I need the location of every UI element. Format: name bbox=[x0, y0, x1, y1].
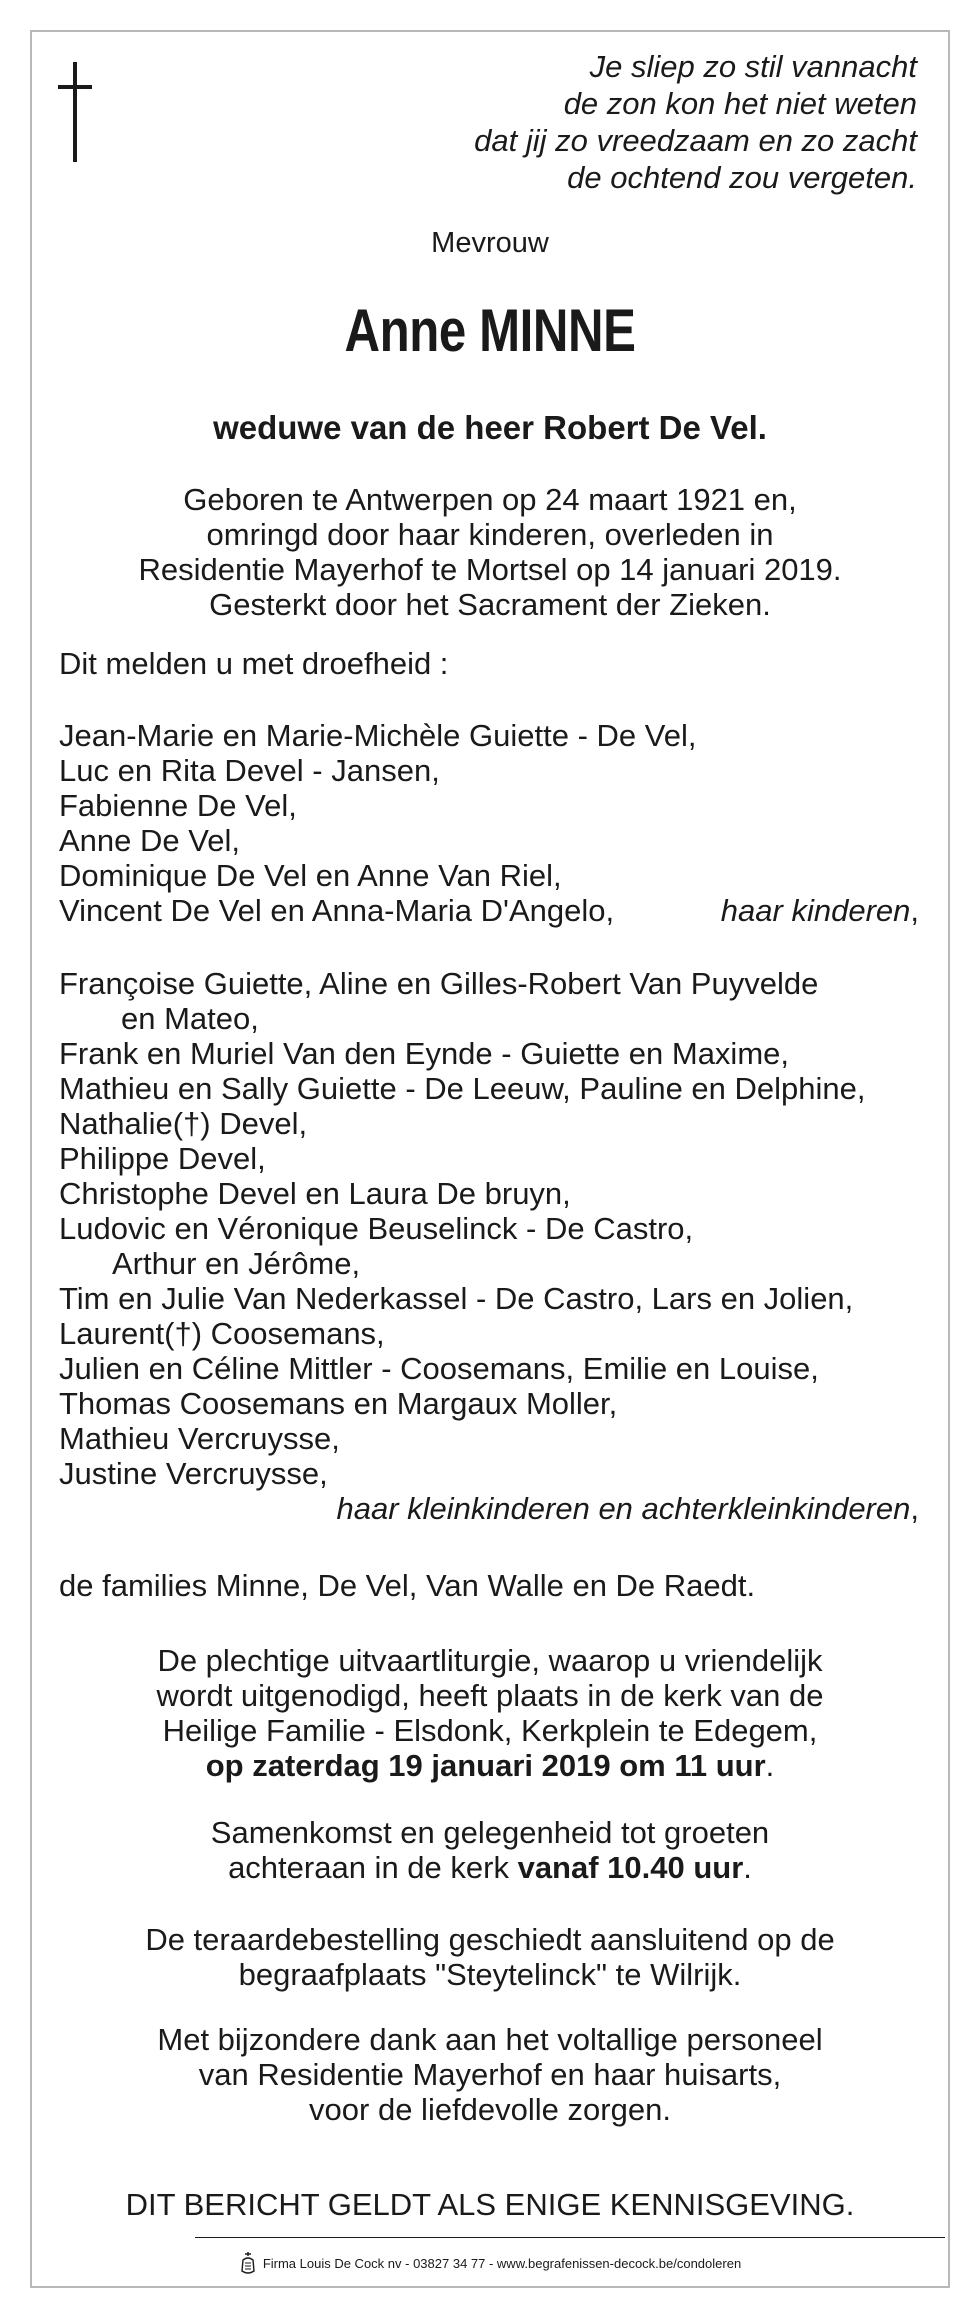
detail-line bbox=[0, 1748, 980, 1783]
detail-line: Geboren te Antwerpen op 24 maart 1921 en, bbox=[183, 482, 797, 517]
detail-line: omringd door haar kinderen, overleden in bbox=[206, 517, 774, 552]
list-item: Fabienne De Vel, bbox=[59, 788, 297, 823]
burial-details bbox=[0, 1922, 980, 1992]
detail-line bbox=[0, 1850, 980, 1885]
list-item: Nathalie(†) Devel, bbox=[59, 1106, 308, 1141]
children-list bbox=[59, 718, 919, 928]
period: . bbox=[743, 1850, 752, 1885]
list-item-text: Vincent De Vel en Anna-Maria D'Angelo, bbox=[59, 893, 615, 928]
widow-of: weduwe van de heer Robert De Vel. bbox=[213, 409, 767, 446]
relation-text: haar kinderen bbox=[720, 893, 911, 928]
ceremony-details bbox=[0, 1643, 980, 1783]
birth-death-details bbox=[0, 482, 980, 622]
detail-line: Residentie Mayerhof te Mortsel op 14 januari 2019. bbox=[138, 552, 842, 587]
footer-text: Firma Louis De Cock nv - 03827 34 77 - www.begrafenissen-decock.be/condoleren bbox=[262, 2256, 742, 2271]
detail-line: Heilige Familie - Elsdonk, Kerkplein te Edegem, bbox=[162, 1713, 818, 1748]
footer bbox=[0, 2251, 980, 2277]
list-item bbox=[59, 893, 919, 928]
grandchildren-list bbox=[59, 966, 919, 1526]
list-item: Anne De Vel, bbox=[59, 823, 240, 858]
poem bbox=[357, 48, 917, 196]
list-item: Françoise Guiette, Aline en Gilles-Robert Van Puyvelde bbox=[59, 966, 819, 1001]
relation-comma: , bbox=[910, 893, 919, 928]
list-item: Frank en Muriel Van den Eynde - Guiette en Maxime, bbox=[59, 1036, 789, 1071]
detail-line: Samenkomst en gelegenheid tot groeten bbox=[210, 1815, 770, 1850]
funeral-home-logo-icon bbox=[239, 2251, 257, 2277]
detail-line: Gesterkt door het Sacrament der Zieken. bbox=[209, 587, 771, 622]
detail-line: begraafplaats "Steytelinck" te Wilrijk. bbox=[238, 1957, 742, 1992]
period: . bbox=[765, 1748, 775, 1783]
list-item: Dominique De Vel en Anne Van Riel, bbox=[59, 858, 562, 893]
list-item: Arthur en Jérôme, bbox=[112, 1246, 361, 1281]
gathering-details bbox=[0, 1815, 980, 1885]
gathering-time: vanaf 10.40 uur bbox=[517, 1850, 744, 1885]
list-item: Julien en Céline Mittler - Coosemans, Emilie en Louise, bbox=[59, 1351, 819, 1386]
detail-line: De plechtige uitvaartliturgie, waarop u vriendelijk bbox=[157, 1643, 823, 1678]
families-line: de families Minne, De Vel, Van Walle en De Raedt. bbox=[59, 1568, 756, 1603]
relation-text: haar kleinkinderen en achterkleinkinderen bbox=[336, 1491, 911, 1526]
list-item: Laurent(†) Coosemans, bbox=[59, 1316, 385, 1351]
list-item: Thomas Coosemans en Margaux Moller, bbox=[59, 1386, 618, 1421]
list-item: Philippe Devel, bbox=[59, 1141, 266, 1176]
list-item: Christophe Devel en Laura De bruyn, bbox=[59, 1176, 571, 1211]
relation-comma: , bbox=[910, 1491, 919, 1526]
list-item: Mathieu en Sally Guiette - De Leeuw, Pauline en Delphine, bbox=[59, 1071, 866, 1106]
detail-line: De teraardebestelling geschiedt aansluitend op de bbox=[145, 1922, 835, 1957]
detail-line: van Residentie Mayerhof en haar huisarts, bbox=[198, 2057, 782, 2092]
deceased-name: Anne MINNE bbox=[344, 297, 636, 364]
ceremony-date: op zaterdag 19 januari 2019 om 11 uur bbox=[205, 1748, 766, 1783]
list-item: en Mateo, bbox=[121, 1001, 259, 1036]
thanks-message bbox=[0, 2022, 980, 2127]
list-item bbox=[59, 1491, 919, 1526]
footer-divider bbox=[195, 2237, 945, 2238]
list-item: Jean-Marie en Marie-Michèle Guiette - De Vel, bbox=[59, 718, 697, 753]
list-item: Luc en Rita Devel - Jansen, bbox=[59, 753, 440, 788]
poem-line: de zon kon het niet weten bbox=[563, 86, 917, 121]
list-item: Mathieu Vercruysse, bbox=[59, 1421, 340, 1456]
detail-line: voor de liefdevolle zorgen. bbox=[309, 2092, 671, 2127]
poem-line: dat jij zo vreedzaam en zo zacht bbox=[474, 123, 917, 158]
list-item: Justine Vercruysse, bbox=[59, 1456, 328, 1491]
detail-line: wordt uitgenodigd, heeft plaats in de kerk van de bbox=[156, 1678, 824, 1713]
sole-notice: DIT BERICHT GELDT ALS ENIGE KENNISGEVING. bbox=[125, 2187, 855, 2222]
salutation: Mevrouw bbox=[431, 227, 549, 259]
announcement: Dit melden u met droefheid : bbox=[59, 646, 449, 681]
detail-line: Met bijzondere dank aan het voltallige personeel bbox=[157, 2022, 823, 2057]
poem-line: Je sliep zo stil vannacht bbox=[589, 49, 917, 84]
latin-cross-icon bbox=[58, 62, 92, 162]
gathering-prefix: achteraan in de kerk bbox=[228, 1850, 518, 1885]
relation-label bbox=[721, 893, 919, 928]
relation-label bbox=[337, 1491, 920, 1526]
list-item: Ludovic en Véronique Beuselinck - De Castro, bbox=[59, 1211, 694, 1246]
list-item: Tim en Julie Van Nederkassel - De Castro, Lars en Jolien, bbox=[59, 1281, 854, 1316]
poem-line: de ochtend zou vergeten. bbox=[567, 160, 917, 195]
